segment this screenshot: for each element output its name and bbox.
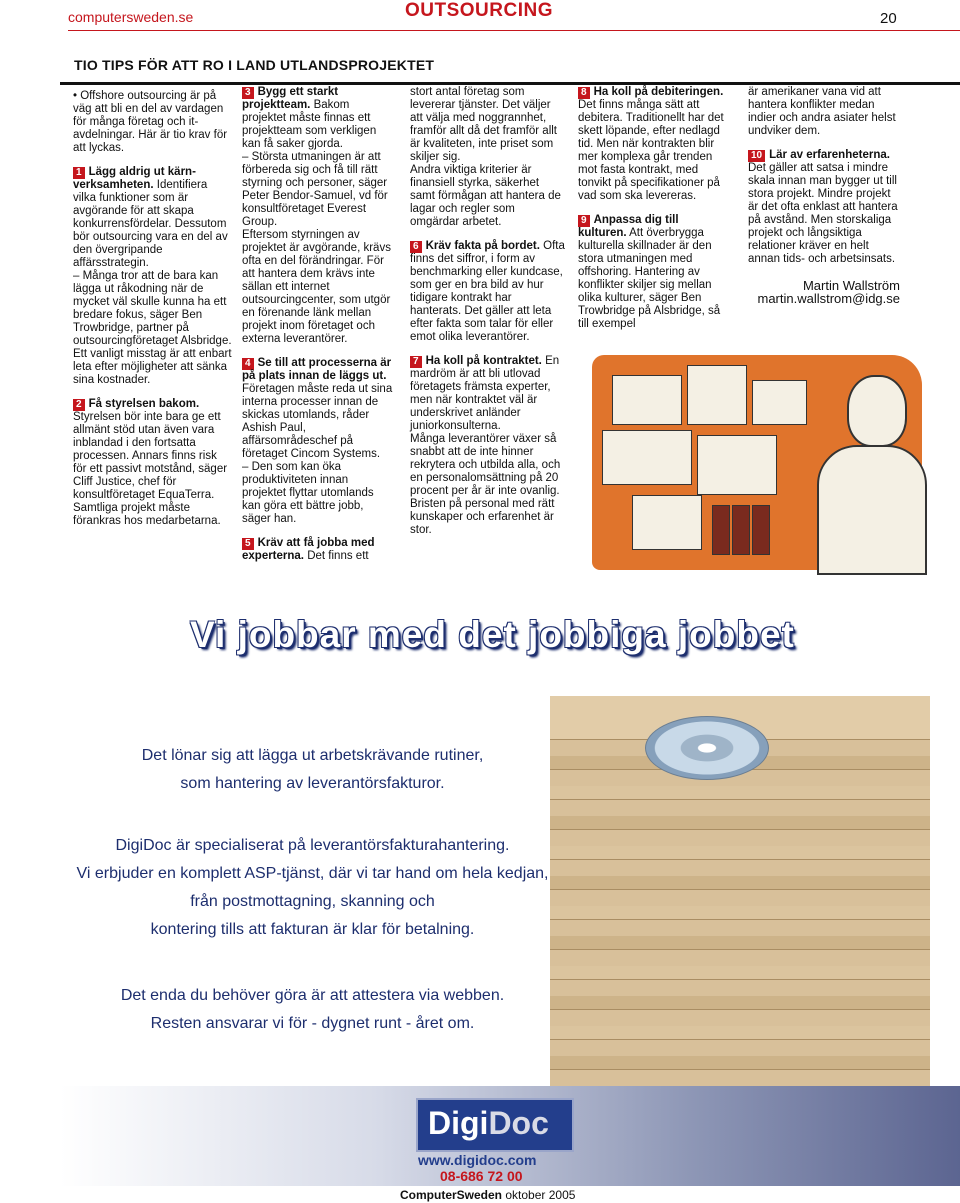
tip-title: Anpassa dig till kulturen. xyxy=(578,214,679,239)
tip-body: Samtliga projekt måste förankras hos medarbetarna. xyxy=(73,502,221,527)
advertisement xyxy=(60,596,960,1186)
tip-title: Få styrelsen bakom. xyxy=(88,398,200,410)
tip-title: Se till att processerna är på plats innan de läggs ut. xyxy=(242,357,392,382)
tip-title: Ha koll på kontraktet. xyxy=(425,355,542,367)
ad-phone: 08-686 72 00 xyxy=(440,1168,523,1184)
illustration-box xyxy=(632,495,702,550)
tip-body: Företagen måste reda ut sina interna processer innan de skickas utomlands, råder Ashish Paul, affärsområdeschef på företaget Cincom Systems. xyxy=(242,383,393,460)
ad-text-block-2 xyxy=(60,832,565,944)
paper-sheet xyxy=(550,906,930,920)
tip-number: 2 xyxy=(73,399,85,411)
column-2 xyxy=(242,86,394,563)
tip-number: 10 xyxy=(748,150,765,162)
byline xyxy=(748,279,900,305)
tip-body: Eftersom styrningen av projektet är avgörande, krävs ofta en del förändringar. För att hantera dem krävs inte sällan ett internet outsourcingcenter, som utgör en förenande länk mellan projekt inom företaget och externa leverantörer. xyxy=(242,229,391,345)
column-4 xyxy=(578,86,730,331)
tip-title: Lär av erfarenheterna. xyxy=(769,149,890,161)
tip-number: 4 xyxy=(242,358,254,370)
illustration-box xyxy=(602,430,692,485)
column-1 xyxy=(73,90,233,528)
intro-text: • Offshore outsourcing är på väg att bli en del av vardagen för många företag och it-avdelningar. Här är tio krav för att lyckas. xyxy=(73,90,228,154)
illustration-head xyxy=(847,375,907,447)
ad-line: Vi erbjuder en komplett ASP-tjänst, där vi tar hand om hela kedjan, xyxy=(76,865,549,882)
section-title: OUTSOURCING xyxy=(405,0,553,21)
tip-body: är amerikaner vana vid att hantera konflikter medan indier och andra asiater helst undviker dem. xyxy=(748,86,896,137)
cd-disc-icon xyxy=(645,716,769,780)
digidoc-logo[interactable] xyxy=(416,1098,574,1152)
ad-text-block-1 xyxy=(60,742,565,798)
illustration-binder xyxy=(712,505,730,555)
paper-sheet xyxy=(550,966,930,980)
tip-body: Identifiera vilka funktioner som är avgörande för att skapa konkurrensfördelar. Dessutom bör outsourcing vara en del av den övergripande affärsstrategin. xyxy=(73,179,228,269)
logo-wordmark: DigiDoc xyxy=(428,1105,549,1141)
tip-body: Ett vanligt misstag är att enbart leta efter möjligheter att sänka sina kostnader. xyxy=(73,348,232,386)
tip-number: 1 xyxy=(73,167,85,179)
tip-body: stort antal företag som levererar tjänster. Det väljer att välja med noggrannhet, framför allt då det framför allt är kvaliteten, inte priset som skiljer sig. xyxy=(410,86,557,163)
tip-body: Det gäller att satsa i mindre skala innan man bygger ut till stora projekt. Mindre projekt är det ofta enklast att hantera på avstånd. Men storskaliga projekt och långsiktiga relationer kräver en helt annan tids- och arbetsinsats. xyxy=(748,162,898,265)
tip-body: Ofta finns det siffror, i form av benchmarking eller kundcase, som ger en bra bild av hur tidigare kontrakt har hanterats. Det gäller att leta efter fakta som talar för eller emot olika leverantörer. xyxy=(410,240,565,343)
illustration-binder xyxy=(752,505,770,555)
tip-title: Ha koll på debiteringen. xyxy=(593,86,724,98)
ad-line: Det enda du behöver göra är att attestera via webben. xyxy=(120,987,505,1004)
column-5 xyxy=(748,86,900,305)
site-name: computersweden.se xyxy=(68,9,194,25)
paper-sheet xyxy=(550,996,930,1010)
paper-sheet xyxy=(550,846,930,860)
author-name: Martin Wallström xyxy=(802,278,900,293)
tip-number: 5 xyxy=(242,538,254,550)
tip-quote: – Den som kan öka produktiviteten innan projektet flyttar utomlands kan göra ett bättre jobb, säger han. xyxy=(242,461,374,525)
kicker-rule xyxy=(60,82,960,85)
tip-quote: – Största utmaningen är att förbereda sig och få till rätt styrning och personer, säger Peter Bendor-Samuel, vd för konsultföretaget Everest Group. xyxy=(242,151,388,228)
ad-line: Det lönar sig att lägga ut arbetskrävande rutiner, xyxy=(141,747,484,764)
illustration-box xyxy=(697,435,777,495)
column-3 xyxy=(410,86,565,537)
page-footer xyxy=(400,1188,575,1202)
paper-sheet xyxy=(550,876,930,890)
paper-sheet xyxy=(550,936,930,950)
paper-sheet xyxy=(550,816,930,830)
article-illustration xyxy=(572,355,932,575)
tip-body: Styrelsen bör inte bara ge ett allmänt stöd utan även vara inblandad i den fortsatta processen. Annars finns risk för ett passivt motstånd, säger Cliff Justice, chef för konsultföretaget EquaTerra. xyxy=(73,411,228,501)
tip-number: 3 xyxy=(242,87,254,99)
illustration-person xyxy=(817,445,927,575)
tip-body: Det finns många sätt att debitera. Traditionellt har det skett löpande, efter nedlagd tid. Men när kontrakten blir mer komplexa går trenden mot fasta kontrakt, med tonvikt på specifikationer på vad som ska levereras. xyxy=(578,99,724,202)
tip-quote: – Många tror att de bara kan lägga ut råkodning när de mycket väl skulle kunna ha ett bredare fokus, säger Ben Trowbridge, partner på outsourcingföretaget Alsbridge. xyxy=(73,270,232,347)
ad-url-link[interactable]: www.digidoc.com xyxy=(418,1152,537,1168)
tip-body: Att överbrygga kulturella skillnader är den stora utmaningen med offshoring. Hantering av konflikter skiljer sig mellan olika kulturer, säger Ben Trowbridge på Alsbridge, så till exempel xyxy=(578,227,721,330)
header-rule xyxy=(68,30,960,31)
ad-headline: Vi jobbar med det jobbiga jobbet xyxy=(190,614,795,655)
tip-number: 9 xyxy=(578,215,590,227)
ad-line: DigiDoc är specialiserat på leverantörsfakturahantering. xyxy=(115,837,510,854)
tip-title: Bygg ett starkt projektteam. xyxy=(242,86,339,111)
article-kicker: TIO TIPS FÖR ATT RO I LAND UTLANDSPROJEKTET xyxy=(74,57,435,73)
paper-sheet xyxy=(550,1056,930,1070)
illustration-box xyxy=(752,380,807,425)
illustration-box xyxy=(687,365,747,425)
tip-title: Lägg aldrig ut kärn-verksamheten. xyxy=(73,166,196,191)
tip-number: 6 xyxy=(410,241,422,253)
tip-number: 8 xyxy=(578,87,590,99)
tip-body: Andra viktiga kriterier är finansiell styrka, säkerhet samt förmågan att hantera de lagar och regler som omgärdar arbetet. xyxy=(410,164,561,228)
footer-brand: ComputerSweden xyxy=(400,1188,503,1202)
tip-body: Bakom projektet måste finnas ett projektteam som verkligen kan få saker gjorda. xyxy=(242,99,377,150)
ad-line: Resten ansvarar vi för - dygnet runt - året om. xyxy=(150,1015,475,1032)
ad-line: som hantering av leverantörsfakturor. xyxy=(180,775,445,792)
page-number: 20 xyxy=(880,10,897,27)
footer-date: oktober 2005 xyxy=(505,1188,576,1202)
paper-sheet xyxy=(550,786,930,800)
illustration-box xyxy=(612,375,682,425)
tip-body: En mardröm är att bli utlovad företagets främsta experter, men när kontraktet väl är underskrivet anländer juniorkonsulterna. xyxy=(410,355,560,432)
tip-number: 7 xyxy=(410,356,422,368)
tip-title: Kräv att få jobba med experterna. xyxy=(242,537,375,562)
paper-sheet xyxy=(550,1026,930,1040)
tip-body: Många leverantörer växer så snabbt att de inte hinner rekrytera och utbilda alla, och en personalomsättning på 20 procent per år är inte ovanlig. Bristen på personal med rätt kunskaper och erfarenhet är stor. xyxy=(410,433,561,536)
tip-title: Kräv fakta på bordet. xyxy=(425,240,540,252)
ad-line: kontering tills att fakturan är klar för betalning. xyxy=(150,921,475,938)
ad-text-block-3 xyxy=(60,982,565,1038)
author-email[interactable]: martin.wallstrom@idg.se xyxy=(757,291,900,306)
ad-line: från postmottagning, skanning och xyxy=(190,893,435,910)
tip-body: Det finns ett xyxy=(307,550,369,562)
illustration-binder xyxy=(732,505,750,555)
